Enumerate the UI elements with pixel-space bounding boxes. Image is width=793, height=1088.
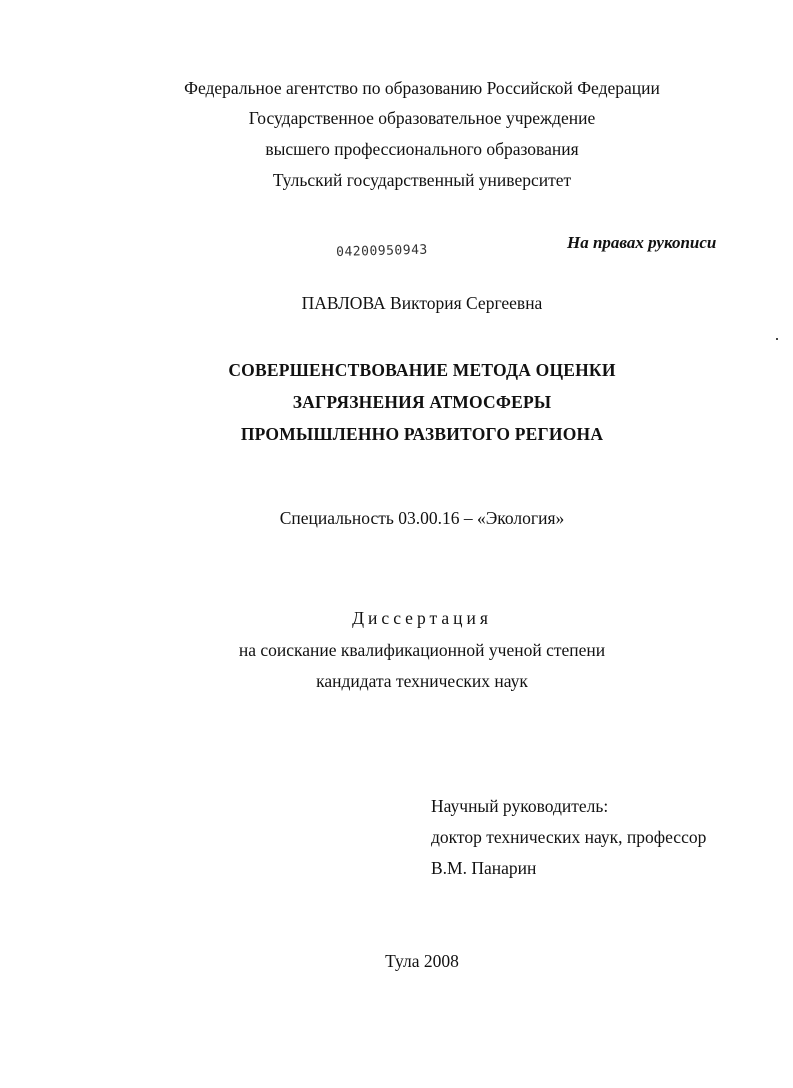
supervisor-name: В.М. Панарин (431, 858, 537, 878)
title-line-1: СОВЕРШЕНСТВОВАНИЕ МЕТОДА ОЦЕНКИ (228, 360, 616, 380)
manuscript-rights-note: На правах рукописи (567, 233, 717, 252)
agency-name: Федеральное агентство по образованию Российской Федерации (184, 78, 660, 98)
place-and-year: Тула 2008 (385, 951, 459, 971)
supervisor-degree: доктор технических наук, профессор (431, 827, 707, 847)
degree-purpose: на соискание квалификационной ученой степени (238, 640, 606, 660)
institution-type: Государственное образовательное учреждение (248, 108, 596, 128)
university-name: Тульский государственный университет (272, 170, 572, 190)
specialty: Специальность 03.00.16 – «Экология» (279, 508, 565, 528)
education-level: высшего профессионального образования (265, 139, 579, 159)
archive-stamp-number: 04200950943 (336, 242, 428, 260)
supervisor-label: Научный руководитель: (431, 796, 609, 816)
dissertation-heading: Диссертация (352, 608, 492, 628)
scan-speck (776, 338, 778, 340)
title-line-2: ЗАГРЯЗНЕНИЯ АТМОСФЕРЫ (292, 392, 552, 412)
author-name: ПАВЛОВА Виктория Сергеевна (301, 293, 543, 313)
degree-name: кандидата технических наук (316, 671, 528, 691)
title-line-3: ПРОМЫШЛЕННО РАЗВИТОГО РЕГИОНА (240, 424, 604, 444)
